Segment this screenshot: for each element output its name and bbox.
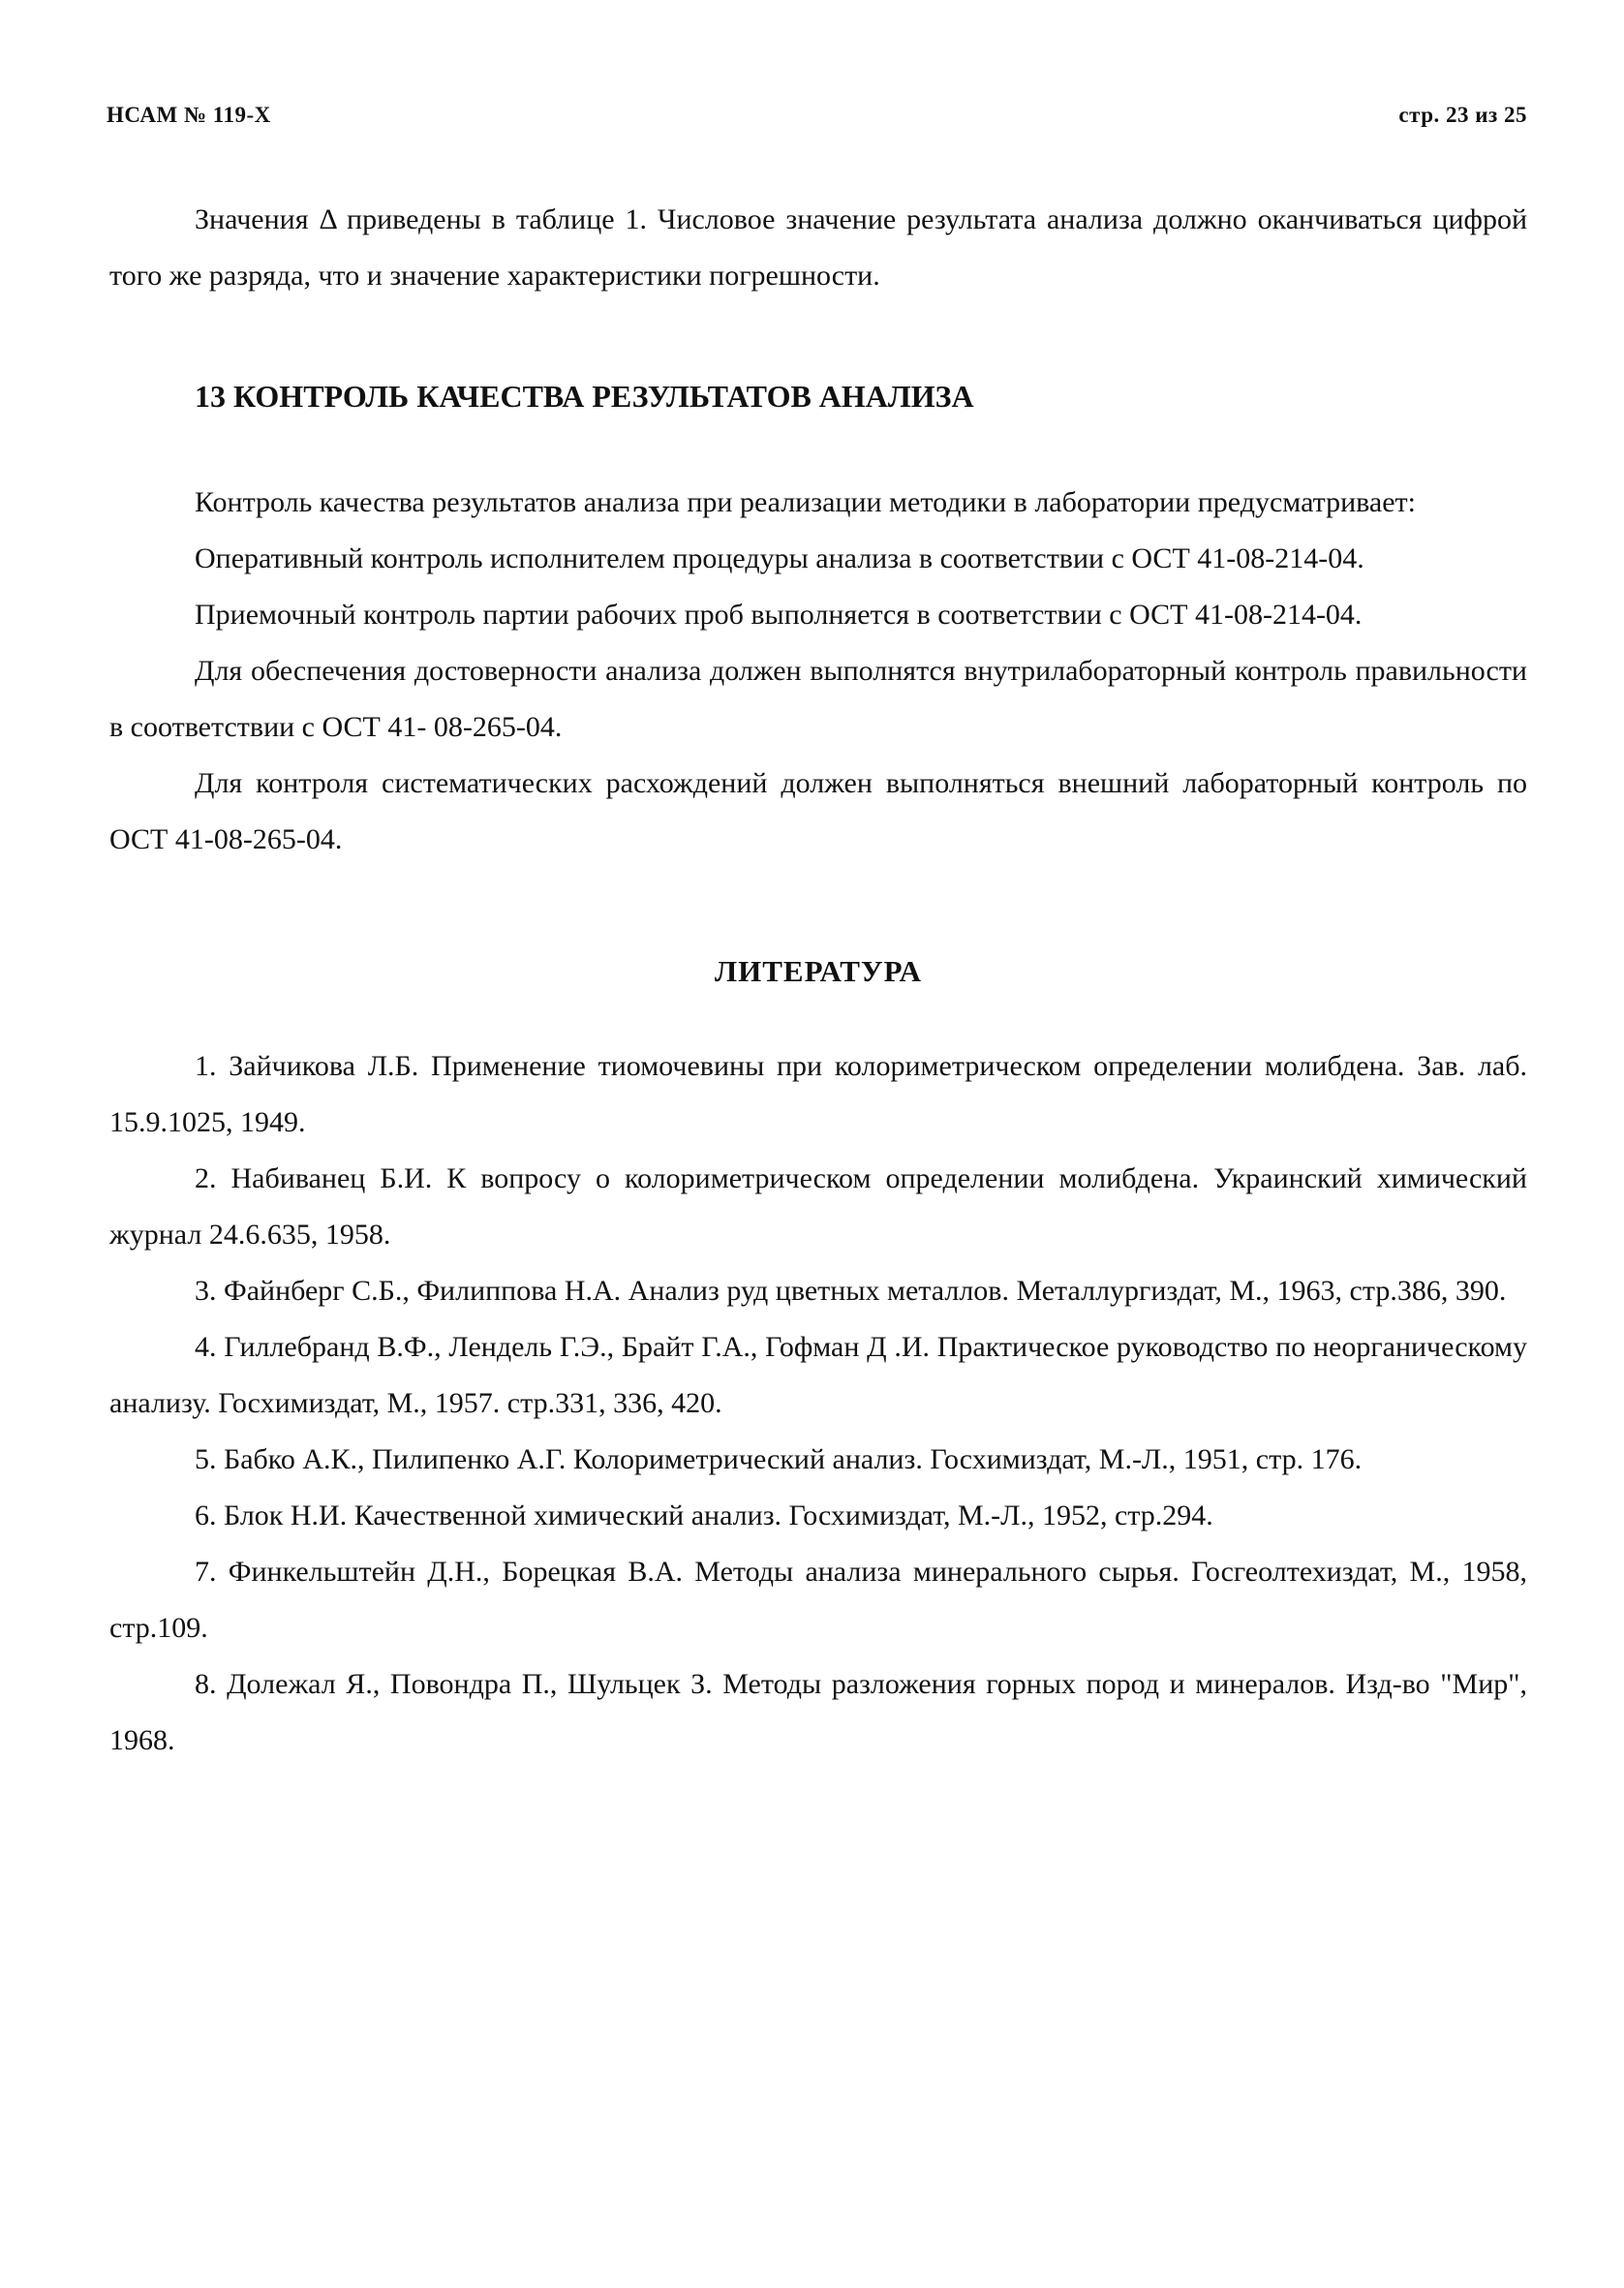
section-13-paragraph: Приемочный контроль партии рабочих проб выполняется в соответствии с ОСТ 41-08-214-04. bbox=[195, 599, 1363, 631]
intro-paragraph: Значения Δ приведены в таблице 1. Числовое значение результата анализа должно оканчиваться цифрой того же разряда, что и значение характеристики погрешности. bbox=[109, 203, 1527, 292]
literature-item: 8. Долежал Я., Повондра П., Шульцек З. Методы разложения горных пород и минералов. Изд-во "Мир", 1968. bbox=[109, 1668, 1527, 1756]
literature-item: 2. Набиванец Б.И. К вопросу о колориметрическом определении молибдена. Украинский химический журнал 24.6.635, 1958. bbox=[109, 1162, 1527, 1251]
document-id: НСАМ № 119-Х bbox=[107, 103, 271, 127]
literature-item: 5. Бабко А.К., Пилипенко А.Г. Колориметрический анализ. Госхимиздат, М.-Л., 1951, стр. 176. bbox=[195, 1443, 1363, 1475]
literature-item: 7. Финкельштейн Д.Н., Борецкая В.А. Методы анализа минерального сырья. Госгеолтехиздат, М., 1958, стр.109. bbox=[109, 1556, 1527, 1644]
literature-item: 1. Зайчикова Л.Б. Применение тиомочевины при колориметрическом определении молибдена. Зав. лаб. 15.9.1025, 1949. bbox=[109, 1050, 1527, 1138]
section-13-paragraph: Контроль качества результатов анализа при реализации методики в лаборатории предусматривает: bbox=[195, 486, 1416, 518]
literature-item: 6. Блок Н.И. Качественной химический анализ. Госхимиздат, М.-Л., 1952, стр.294. bbox=[195, 1500, 1213, 1531]
page-header bbox=[107, 103, 1527, 141]
page-content bbox=[109, 192, 1527, 1769]
section-13-paragraph: Для обеспечения достоверности анализа должен выполнятся внутрилабораторный контроль правильности в соответствии с ОСТ 41- 08-265-04. bbox=[109, 655, 1527, 743]
section-13-body bbox=[109, 475, 1527, 868]
page-number: стр. 23 из 25 bbox=[1398, 103, 1527, 127]
section-13-title: 13 КОНТРОЛЬ КАЧЕСТВА РЕЗУЛЬТАТОВ АНАЛИЗА bbox=[195, 379, 974, 414]
section-13-paragraph: Оперативный контроль исполнителем процедуры анализа в соответствии с ОСТ 41-08-214-04. bbox=[195, 542, 1364, 574]
literature-item: 3. Файнберг С.Б., Филиппова Н.А. Анализ руд цветных металлов. Металлургиздат, М., 1963, стр.386, 390. bbox=[195, 1275, 1507, 1307]
literature-item: 4. Гиллебранд В.Ф., Лендель Г.Э., Брайт Г.А., Гофман Д .И. Практическое руководство по неорганическому анализу. Госхимиздат, М., 1957. стр.331, 336, 420. bbox=[109, 1331, 1527, 1419]
literature-list bbox=[109, 1038, 1527, 1769]
section-13-paragraph: Для контроля систематических расхождений должен выполняться внешний лабораторный контроль по ОСТ 41-08-265-04. bbox=[109, 767, 1527, 855]
literature-title: ЛИТЕРАТУРА bbox=[715, 954, 922, 988]
